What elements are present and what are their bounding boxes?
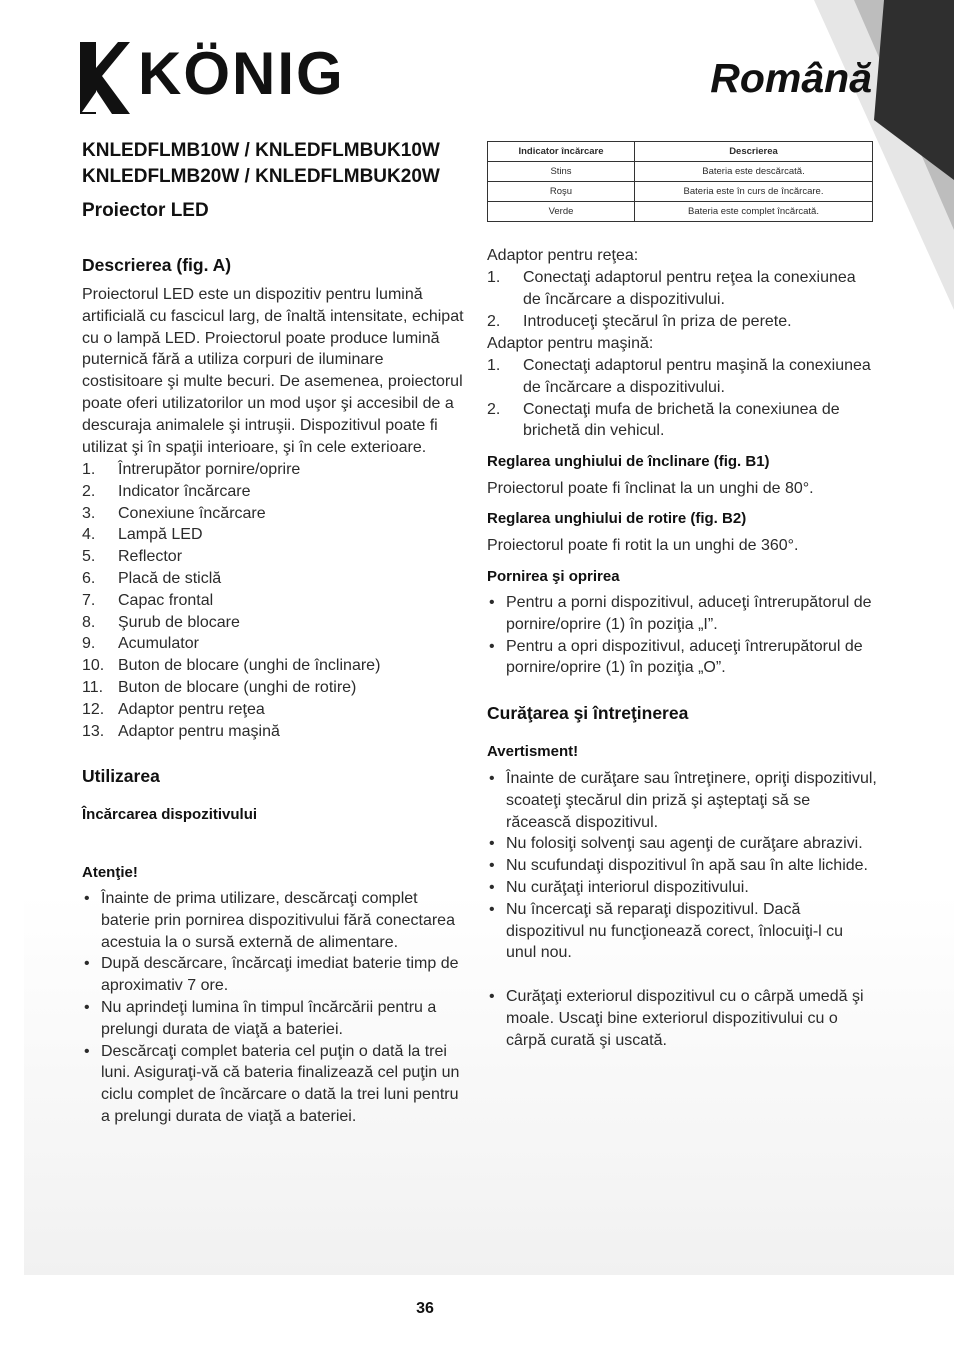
part-item (82, 546, 468, 568)
warning-item: • Nu folosiţi solvenţi sau agenţi de curăţare abrazivi. (487, 833, 877, 855)
tilt-heading: Reglarea unghiului de înclinare (fig. B1) (487, 453, 770, 470)
table-cell: Stins (488, 162, 635, 182)
parts-list (82, 459, 468, 742)
page-number: 36 (416, 1300, 434, 1317)
list-item-text: Lampă LED (118, 526, 203, 544)
cleaning-item: • Curăţaţi exteriorul dispozitivul cu o cârpă umedă şi moale. Uscaţi bine exteriorul dispozitivului cu o cârpă curată şi uscată. (487, 986, 877, 1051)
konig-logo-icon (80, 42, 130, 114)
list-number: 4. (82, 526, 96, 544)
list-item-text: Conectaţi adaptorul pentru reţea la conexiunea de încărcare a dispozitivului. (523, 269, 856, 308)
list-item-text: Reflector (118, 548, 183, 566)
list-item-text: Buton de blocare (unghi de înclinare) (118, 657, 381, 675)
list-item-text: Adaptor pentru reţea (118, 700, 265, 718)
mains-adapter-label: Adaptor pentru reţea: (487, 247, 639, 264)
table-cell: Bateria este complet încărcată. (635, 202, 873, 222)
list-number: 1. (82, 461, 96, 478)
list-number: 1. (487, 357, 501, 374)
model-line: KNLEDFLMB20W / KNLEDFLMBUK20W (82, 166, 440, 187)
caution-item: • Nu aprindeţi lumina în timpul încărcării pentru a prelungi durata de viaţă a bateriei. (82, 997, 468, 1041)
model-line: KNLEDFLMB10W / KNLEDFLMBUK10W (82, 140, 440, 161)
charging-heading: Încărcarea dispozitivului (82, 806, 258, 823)
car-steps-list (487, 355, 877, 442)
list-item-text: Introduceţi ştecărul în priza de perete. (523, 312, 792, 330)
language-title: Română (710, 55, 872, 101)
part-item (82, 590, 468, 612)
table-row (488, 202, 873, 222)
part-item (82, 699, 468, 721)
warning-item: • Nu încercaţi să reparaţi dispozitivul. Dacă dispozitivul nu funcţionează corect, înlocuiţi-l cu unul nou. (487, 899, 877, 964)
list-item-text: Conectaţi mufa de brichetă la conexiunea de brichetă din vehicul. (523, 400, 840, 440)
warning-item: • Înainte de curăţare sau întreţinere, opriţi dispozitivul, scoateţi ştecărul din priză şi aşteptaţi să se răcească dispozitivul. (487, 768, 877, 833)
part-item (82, 655, 468, 677)
warning-list (487, 768, 877, 964)
part-item (82, 633, 468, 655)
list-item-text: Capac frontal (118, 591, 214, 609)
list-number: 2. (82, 482, 96, 500)
table-cell: Verde (488, 202, 635, 222)
part-item (82, 721, 468, 743)
part-item (82, 459, 468, 481)
part-item (82, 503, 468, 525)
part-item (82, 481, 468, 503)
table-row (488, 162, 873, 182)
on-off-item: • Pentru a opri dispozitivul, aduceţi întrerupătorul de pornire/oprire (1) în poziţia „O”. (487, 636, 877, 680)
list-number: 11. (82, 678, 104, 696)
part-item (82, 524, 468, 546)
table-header-row (488, 142, 873, 162)
car-step (487, 355, 877, 399)
part-item (82, 677, 468, 699)
tilt-text: Proiectorul poate fi înclinat la un unghi de 80°. (487, 480, 814, 497)
caution-item: • Înainte de prima utilizare, descărcaţi complet baterie prin pornirea dispozitivului fără conectarea acestuia la o sursă externă de alimentare. (82, 888, 468, 953)
warning-item: • Nu curăţaţi interiorul dispozitivului. (487, 877, 877, 899)
product-title: Proiector LED (82, 200, 209, 221)
usage-heading: Utilizarea (82, 766, 160, 786)
list-number: 12. (82, 700, 105, 718)
table-cell: Bateria este descărcată. (635, 162, 873, 182)
cleaning-list (487, 986, 877, 1051)
part-item (82, 612, 468, 634)
warning-heading: Avertisment! (487, 743, 579, 760)
table-cell: Roşu (488, 182, 635, 202)
table-row (488, 182, 873, 202)
list-number: 3. (82, 504, 96, 522)
list-number: 8. (82, 613, 96, 631)
list-number: 1. (487, 269, 501, 286)
warning-item: • Nu scufundaţi dispozitivul în apă sau în alte lichide. (487, 855, 877, 877)
list-item-text: Adaptor pentru maşină (118, 722, 280, 740)
model-heading (82, 138, 468, 190)
list-number: 2. (487, 312, 501, 330)
list-item-text: Conectaţi adaptorul pentru maşină la conexiunea de încărcare a dispozitivului. (523, 357, 871, 396)
list-number: 2. (487, 400, 501, 418)
list-item-text: Indicator încărcare (118, 482, 251, 500)
description-heading: Descrierea (fig. A) (82, 255, 232, 275)
list-number: 5. (82, 548, 96, 566)
list-number: 13. (82, 722, 105, 740)
charge-indicator-table (487, 141, 873, 222)
list-item-text: Conexiune încărcare (118, 504, 266, 522)
on-off-list (487, 592, 877, 679)
car-step (487, 399, 877, 443)
description-text: Proiectorul LED este un dispozitiv pentru lumină artificială cu fascicul larg, de înaltă intensitate, echipat cu o lampă LED. Proiectorul poate produce lumină puternică fără a utiliza corpuri de iluminare costisitoare şi multe becuri. De asemenea, proiectorul poate oferi utilizatorilor un mod uşor şi accesibil de a descuraja animalele şi intruşii. Dispozitivul poate fi utilizat şi în spaţii interioare, şi în cele exterioare. (82, 286, 464, 456)
list-number: 9. (82, 635, 96, 653)
list-number: 10. (82, 657, 105, 675)
list-item-text: Placă de sticlă (118, 569, 222, 587)
mains-step (487, 311, 877, 333)
list-item-text: Şurub de blocare (118, 613, 240, 631)
mains-step (487, 267, 877, 311)
rotation-heading: Reglarea unghiului de rotire (fig. B2) (487, 510, 747, 527)
table-header-cell: Indicator încărcare (488, 142, 635, 162)
caution-heading: Atenţie! (82, 864, 138, 881)
part-item (82, 568, 468, 590)
table-cell: Bateria este în curs de încărcare. (635, 182, 873, 202)
list-number: 6. (82, 569, 96, 587)
caution-list (82, 888, 468, 1128)
list-item-text: Buton de blocare (unghi de rotire) (118, 678, 357, 696)
caution-item: • Descărcaţi complet bateria cel puţin o dată la trei luni. Asiguraţi-vă că bateria finalizează cel puţin un ciclu complet de încărcare o dată la trei luni pentru a prelungi durata de viaţă a bateriei. (82, 1041, 468, 1128)
list-number: 7. (82, 591, 96, 609)
brand-logo-text: KÖNIG (138, 40, 345, 107)
rotation-text: Proiectorul poate fi rotit la un unghi de 360°. (487, 537, 799, 554)
caution-item: • După descărcare, încărcaţi imediat baterie timp de aproximativ 7 ore. (82, 953, 468, 997)
car-adapter-label: Adaptor pentru maşină: (487, 335, 654, 352)
cleaning-heading: Curăţarea şi întreţinerea (487, 703, 689, 723)
mains-steps-list (487, 267, 877, 332)
list-item-text: Acumulator (118, 635, 199, 653)
list-item-text: Întrerupător pornire/oprire (118, 461, 301, 478)
on-off-item: • Pentru a porni dispozitivul, aduceţi întrerupătorul de pornire/oprire (1) în poziţia „I”. (487, 592, 877, 636)
on-off-heading: Pornirea şi oprirea (487, 568, 620, 585)
table-header-cell: Descrierea (635, 142, 873, 162)
